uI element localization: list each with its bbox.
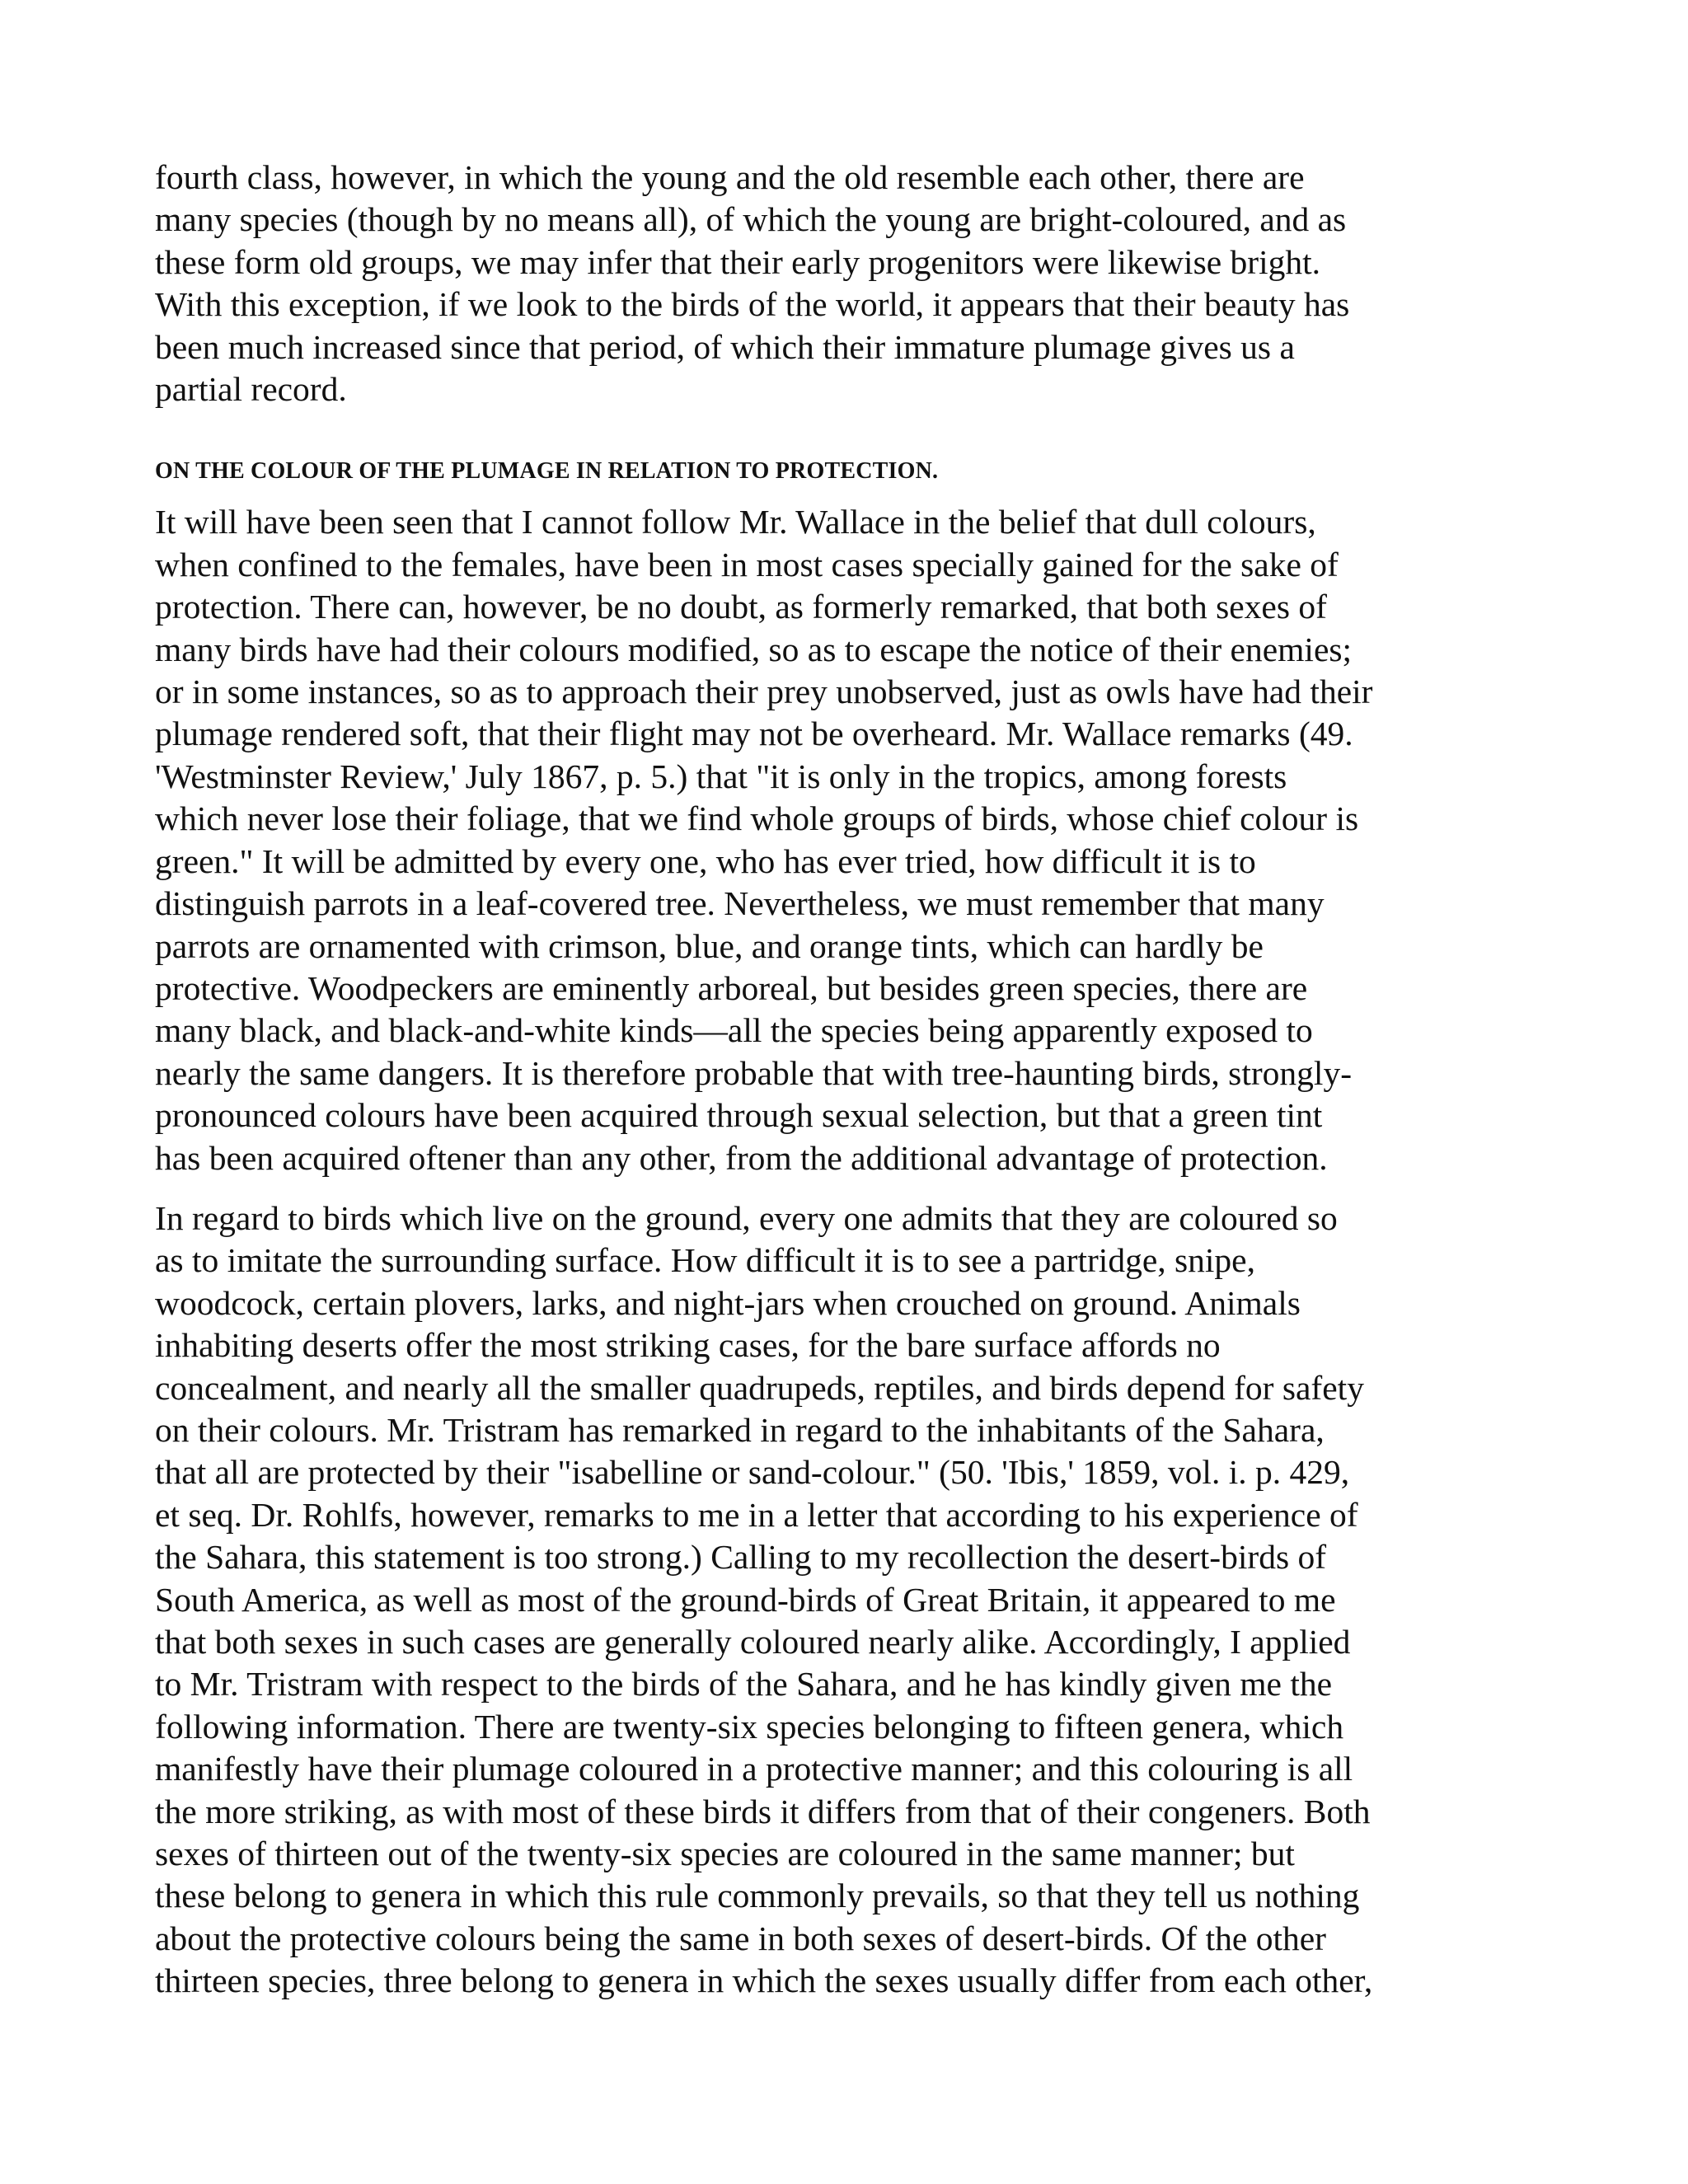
paragraph-protection: It will have been seen that I cannot follow Mr. Wallace in the belief that dull colours, when confined to the females, have been in most cases specially gained for the sake of protection. There can, however, be no doubt, as formerly remarked, that both sexes of many birds have had their colours modified, so as to escape the notice of their enemies; or in some instances, so as to approach their prey unobserved, just as owls have had their plumage rendered soft, that their flight may not be overheard. Mr. Wallace remarks (49. 'Westminster Review,' July 1867, p. 5.) that "it is only in the tropics, among forests which never lose their foliage, that we find whole groups of birds, whose chief colour is green." It will be admitted by every one, who has ever tried, how difficult it is to distinguish parrots in a leaf-covered tree. Nevertheless, we must remember that many parrots are ornamented with crimson, blue, and orange tints, which can hardly be protective. Woodpeckers are eminently arboreal, but besides green species, there are many black, and black-and-white kinds—all the species being apparently exposed to nearly the same dangers. It is therefore probable that with tree-haunting birds, strongly- pronounced colours have been acquired through sexual selection, but that a green tint has been acquired oftener than any other, from the additional advantage of protection. xyxy=(155,503,1373,1177)
paragraph-continuation: fourth class, however, in which the young and the old resemble each other, there are many species (though by no means all), of which the young are bright-coloured, and as these form old groups, we may infer that their early progenitors were likewise bright. With this exception, if we look to the birds of the world, it appears that their beauty has been much increased since that period, of which their immature plumage gives us a partial record. xyxy=(155,158,1350,409)
document-page xyxy=(155,157,1540,2003)
paragraph-ground-birds: In regard to birds which live on the ground, every one admits that they are coloured so as to imitate the surrounding surface. How difficult it is to see a partridge, snipe, woodcock, certain plovers, larks, and night-jars when crouched on ground. Animals inhabiting deserts offer the most striking cases, for the bare surface affords no concealment, and nearly all the smaller quadrupeds, reptiles, and birds depend for safety on their colours. Mr. Tristram has remarked in regard to the inhabitants of the Sahara, that all are protected by their "isabelline or sand-colour." (50. 'Ibis,' 1859, vol. i. p. 429, et seq. Dr. Rohlfs, however, remarks to me in a letter that according to his experience of the Sahara, this statement is too strong.) Calling to my recollection the desert-birds of South America, as well as most of the ground-birds of Great Britain, it appeared to me that both sexes in such cases are generally coloured nearly alike. Accordingly, I applied to Mr. Tristram with respect to the birds of the Sahara, and he has kindly given me the following information. There are twenty-six species belonging to fifteen genera, which manifestly have their plumage coloured in a protective manner; and this colouring is all the more striking, as with most of these birds it differs from that of their congeners. Both sexes of thirteen out of the twenty-six species are coloured in the same manner; but these belong to genera in which this rule commonly prevails, so that they tell us nothing about the protective colours being the same in both sexes of desert-birds. Of the other thirteen species, three belong to genera in which the sexes usually differ from each other, xyxy=(155,1198,1373,2000)
section-heading: ON THE COLOUR OF THE PLUMAGE IN RELATION TO PROTECTION. xyxy=(155,458,939,485)
